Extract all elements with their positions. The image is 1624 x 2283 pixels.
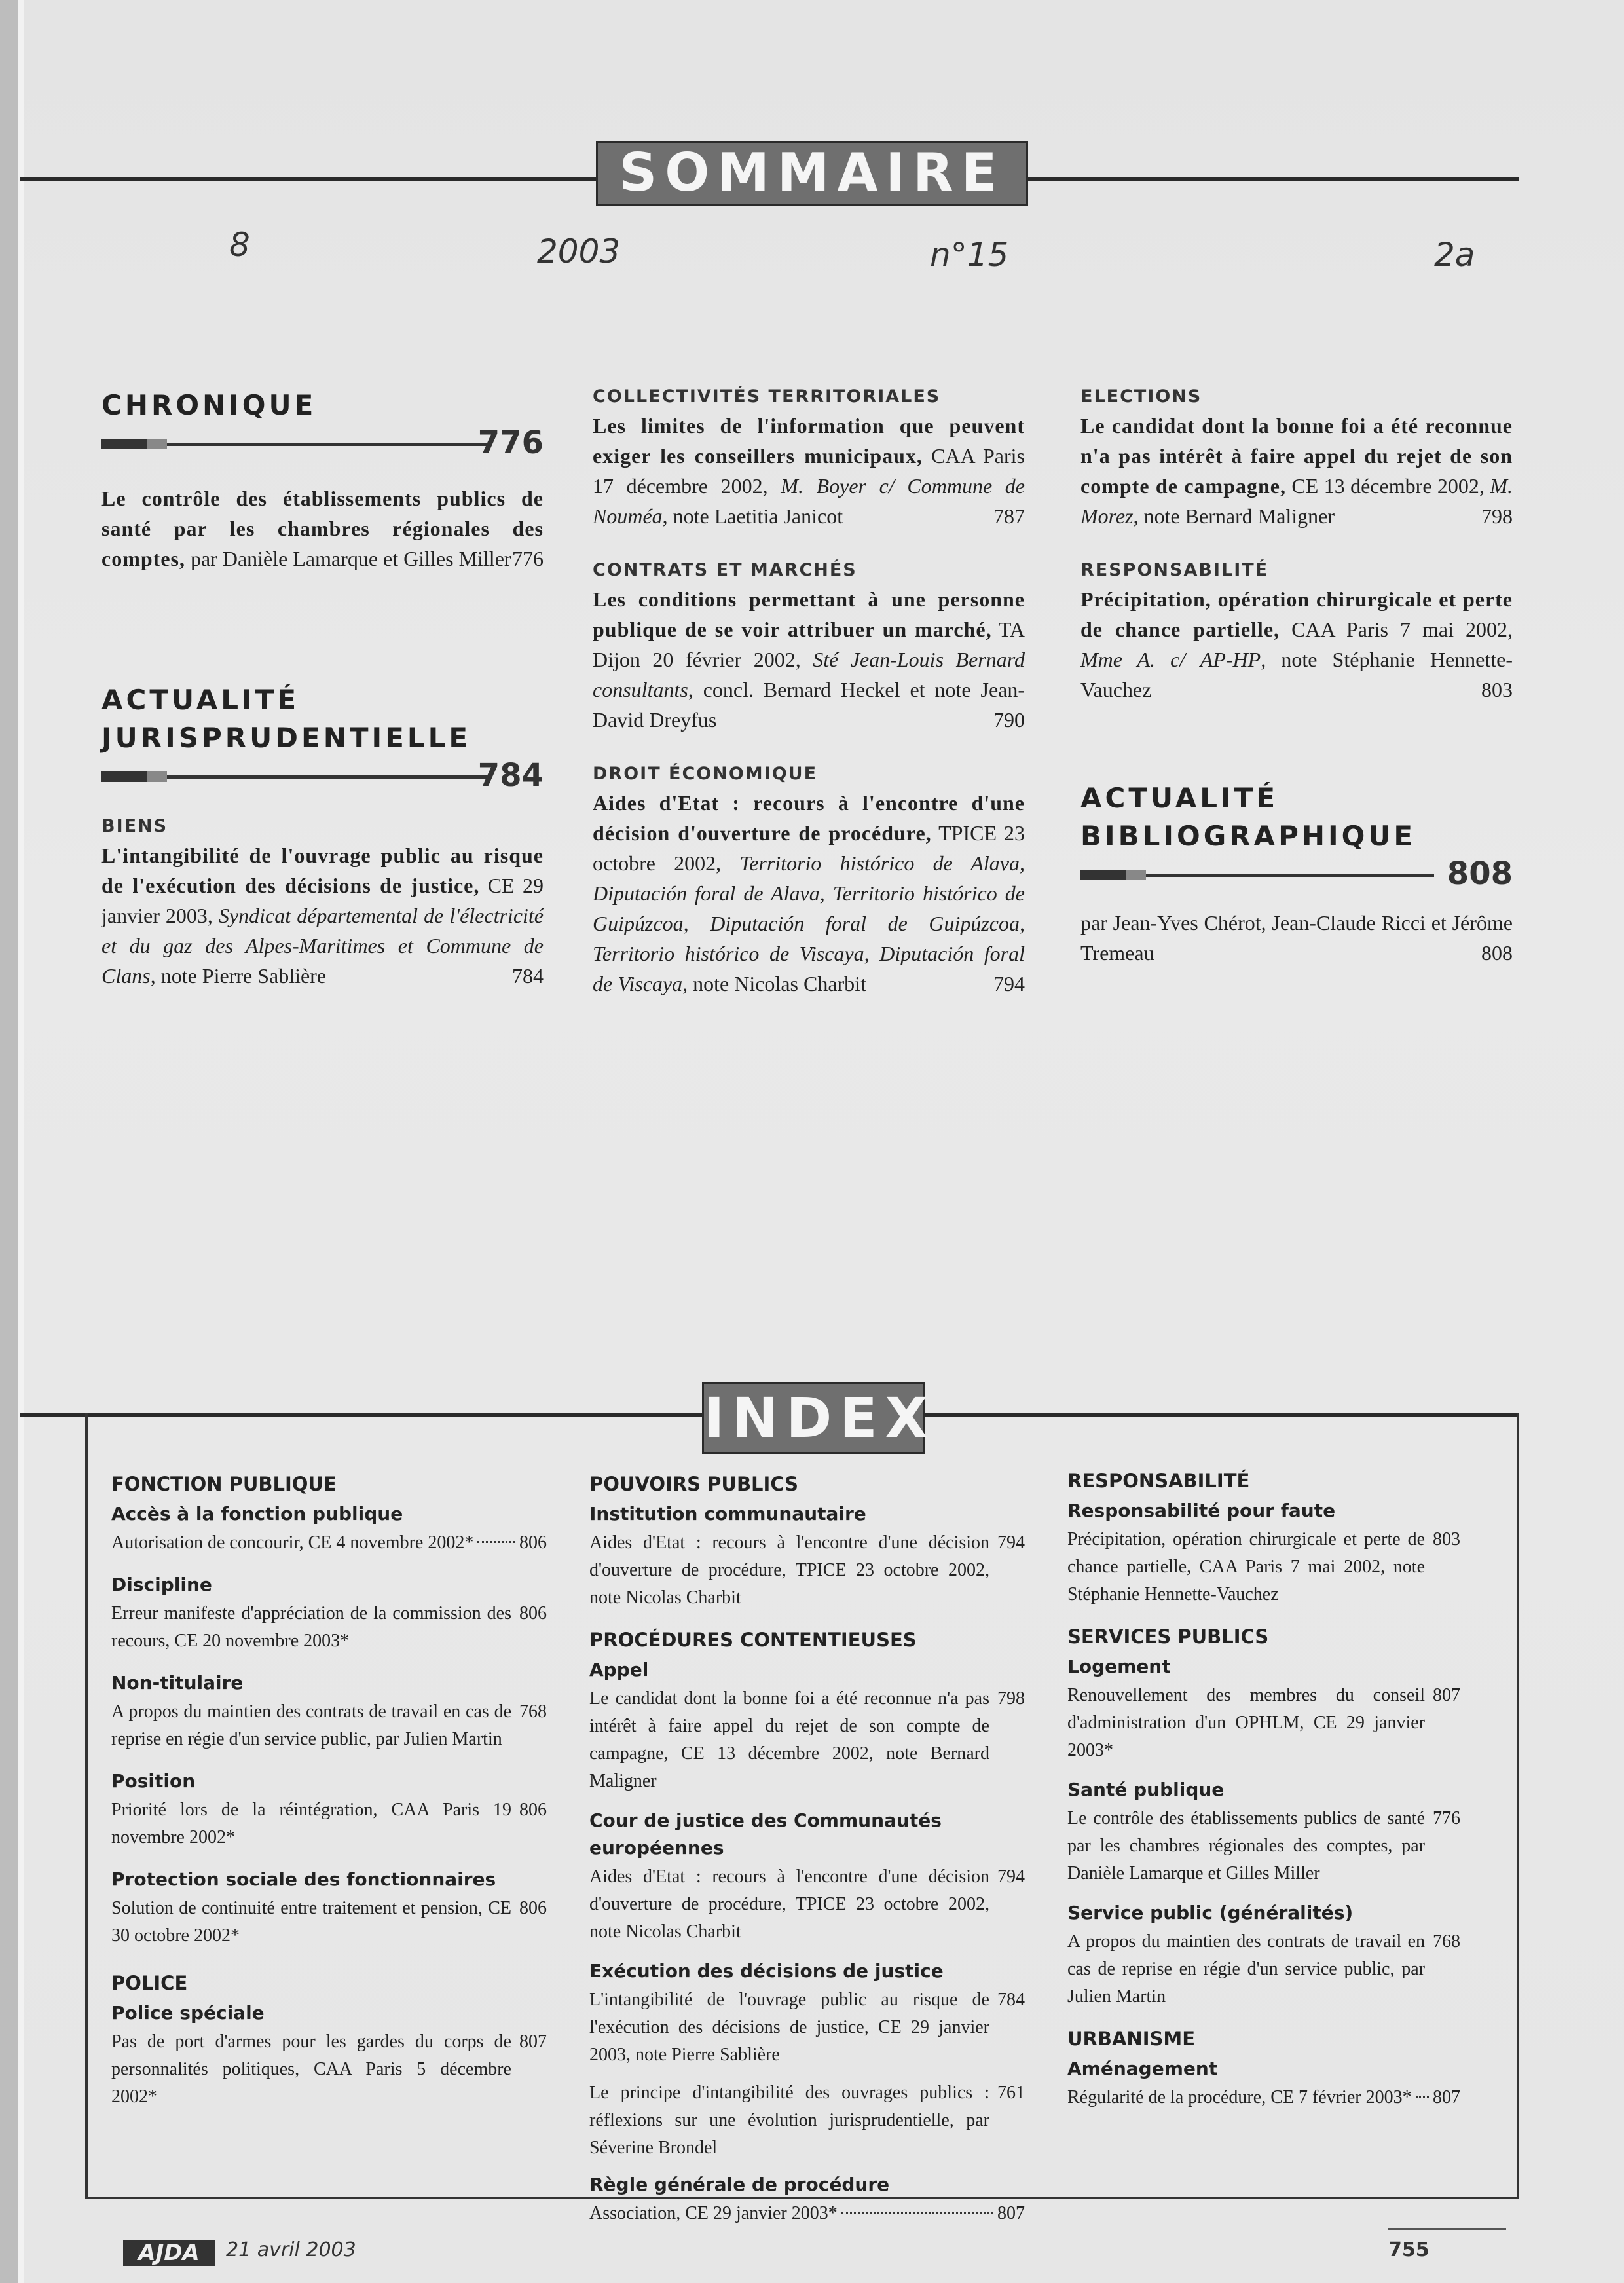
index-subheading: Aménagement xyxy=(1067,2058,1218,2079)
index-entry-page: 784 xyxy=(997,1990,1025,2010)
index-column-2 xyxy=(589,1470,1025,2230)
section-bar xyxy=(101,757,544,794)
toc-entry[interactable]: Le candidat dont la bonne foi a été reconnue n'a pas intérêt à faire appel du rejet de son compte de campagne, CE 13 décembre 2002, M. Morez, note Bernard Maligner 798 xyxy=(1080,411,1513,531)
index-entry[interactable]: Aides d'Etat : recours à l'encontre d'une décision d'ouverture de procédure, TPICE 23 octobre 2002, note Nicolas Charbit 794 xyxy=(589,1863,1025,1946)
index-entry-page: 761 xyxy=(997,2083,1025,2103)
sommaire-banner: SOMMAIRE xyxy=(596,141,1028,206)
index-entry-page: 806 xyxy=(519,1898,547,1918)
toc-entry-page: 790 xyxy=(993,708,1025,732)
index-entry[interactable]: Le candidat dont la bonne foi a été reconnue n'a pas intérêt à faire appel du rejet de son compte de campagne, CE 13 décembre 2002, note Bernard Maligner 798 xyxy=(589,1685,1025,1795)
toc-entry[interactable]: L'intangibilité de l'ouvrage public au risque de l'exécution des décisions de justice, CE 29 janvier 2003, Syndicat départemental de l'électricité et du gaz des Alpes-Maritimes et Commune de Clans, note Pierre Sablière 784 xyxy=(101,840,544,991)
index-entry[interactable]: Le principe d'intangibilité des ouvrages publics : réflexions sur une évolution jurisprudentielle, par Séverine Brondel 761 xyxy=(589,2079,1025,2162)
index-entry[interactable]: Aides d'Etat : recours à l'encontre d'une décision d'ouverture de procédure, TPICE 23 octobre 2002, note Nicolas Charbit 794 xyxy=(589,1529,1025,1612)
ajda-logo: AJDA xyxy=(123,2240,215,2266)
index-entry[interactable]: Priorité lors de la réintégration, CAA Paris 19 novembre 2002* 806 xyxy=(111,1796,547,1851)
index-entry-page: 798 xyxy=(997,1688,1025,1709)
toc-category: RESPONSABILITÉ xyxy=(1080,560,1269,580)
index-entry-page: 768 xyxy=(519,1701,547,1722)
index-subheading: Règle générale de procédure xyxy=(589,2174,890,2195)
index-heading: PROCÉDURES CONTENTIEUSES xyxy=(589,1629,917,1651)
index-subheading: Exécution des décisions de justice xyxy=(589,1960,944,1982)
index-entry[interactable]: Erreur manifeste d'appréciation de la commission des recours, CE 20 novembre 2003* 806 xyxy=(111,1600,547,1655)
index-subheading: Position xyxy=(111,1770,196,1792)
toc-entry[interactable]: par Jean-Yves Chérot, Jean-Claude Ricci et Jérôme Tremeau 808 xyxy=(1080,908,1513,968)
issue-date: 21 avril 2003 xyxy=(226,2238,356,2261)
index-subheading: Appel xyxy=(589,1659,649,1680)
index-entry-page: 807 xyxy=(1433,2087,1460,2107)
toc-entry-page: 776 xyxy=(512,547,544,570)
index-entry[interactable]: Autorisation de concourir, CE 4 novembre 2002* 806 xyxy=(111,1529,547,1557)
index-entry-page: 794 xyxy=(997,1866,1025,1887)
index-entry[interactable]: Solution de continuité entre traitement et pension, CE 30 octobre 2002* 806 xyxy=(111,1895,547,1950)
index-entry[interactable]: A propos du maintien des contrats de travail en cas de reprise en régie d'un service public, par Julien Martin 768 xyxy=(1067,1928,1460,2011)
index-entry-page: 807 xyxy=(997,2203,1025,2223)
handwritten-note: 2a xyxy=(1434,236,1475,274)
index-entry[interactable]: Le contrôle des établissements publics de santé par les chambres régionales des comptes, par Danièle Lamarque et Gilles Miller 776 xyxy=(1067,1805,1460,1887)
binding-edge xyxy=(0,0,18,2283)
sommaire-column-2 xyxy=(593,386,1025,1028)
handwritten-note: 8 xyxy=(229,226,250,264)
sommaire-column-1 xyxy=(101,386,544,1020)
toc-category: DROIT ÉCONOMIQUE xyxy=(593,764,818,784)
toc-entry-page: 787 xyxy=(993,504,1025,528)
index-subheading: Accès à la fonction publique xyxy=(111,1503,403,1525)
index-entry[interactable]: A propos du maintien des contrats de travail en cas de reprise en régie d'un service public, par Julien Martin 768 xyxy=(111,1698,547,1753)
index-subheading: Discipline xyxy=(111,1574,212,1595)
index-entry[interactable]: L'intangibilité de l'ouvrage public au risque de l'exécution des décisions de justice, CE 29 janvier 2003, note Pierre Sablière 784 xyxy=(589,1986,1025,2069)
toc-entry-page: 803 xyxy=(1481,678,1513,701)
index-entry[interactable]: Régularité de la procédure, CE 7 février 2003* 807 xyxy=(1067,2084,1460,2111)
toc-entry-page: 798 xyxy=(1481,504,1513,528)
index-entry[interactable]: Pas de port d'armes pour les gardes du corps de personnalités politiques, CAA Paris 5 décembre 2002* 807 xyxy=(111,2028,547,2111)
binding-highlight xyxy=(18,0,24,2283)
index-column-1 xyxy=(111,1470,547,2113)
toc-entry-page: 794 xyxy=(993,972,1025,995)
index-heading: RESPONSABILITÉ xyxy=(1067,1470,1250,1492)
section-title-actualite-juris: ACTUALITÉ JURISPRUDENTIELLE xyxy=(101,684,471,754)
index-entry[interactable]: Renouvellement des membres du conseil d'administration d'un OPHLM, CE 29 janvier 2003* 807 xyxy=(1067,1682,1460,1764)
section-title-actualite-biblio: ACTUALITÉ BIBLIOGRAPHIQUE xyxy=(1080,782,1416,852)
toc-category: ELECTIONS xyxy=(1080,386,1202,407)
index-subheading: Service public (généralités) xyxy=(1067,1902,1354,1923)
index-entry-page: 806 xyxy=(519,1532,547,1553)
section-page-number: 776 xyxy=(477,424,544,461)
index-entry-page: 768 xyxy=(1433,1931,1460,1952)
footer-rule xyxy=(1388,2228,1506,2230)
index-entry-page: 794 xyxy=(997,1532,1025,1553)
index-subheading: Institution communautaire xyxy=(589,1503,866,1525)
page-number: 755 xyxy=(1388,2238,1430,2261)
index-entry-page: 806 xyxy=(519,1603,547,1624)
index-heading: SERVICES PUBLICS xyxy=(1067,1625,1269,1648)
index-subheading: Logement xyxy=(1067,1656,1171,1677)
index-entry-page: 807 xyxy=(519,2032,547,2052)
toc-entry-page: 808 xyxy=(1481,941,1513,965)
toc-category: CONTRATS ET MARCHÉS xyxy=(593,560,857,580)
index-entry-page: 803 xyxy=(1433,1529,1460,1550)
toc-entry[interactable]: Les conditions permettant à une personne publique de se voir attribuer un marché, TA Dijon 20 février 2002, Sté Jean-Louis Bernard consultants, concl. Bernard Heckel et note Jean-David Dreyfus 790 xyxy=(593,584,1025,735)
index-subheading: Responsabilité pour faute xyxy=(1067,1500,1336,1521)
section-page-number: 808 xyxy=(1447,855,1513,892)
section-bar xyxy=(1080,855,1513,892)
sommaire-column-3 xyxy=(1080,386,1513,997)
index-entry[interactable]: Précipitation, opération chirurgicale et perte de chance partielle, CAA Paris 7 mai 2002, note Stéphanie Hennette-Vauchez 803 xyxy=(1067,1526,1460,1608)
index-heading: URBANISME xyxy=(1067,2028,1196,2050)
toc-entry[interactable]: Précipitation, opération chirurgicale et perte de chance partielle, CAA Paris 7 mai 2002, Mme A. c/ AP-HP, note Stéphanie Hennette-Vauchez 803 xyxy=(1080,584,1513,705)
index-column-3 xyxy=(1067,1467,1460,2114)
handwritten-note: 2003 xyxy=(537,232,621,270)
toc-category: BIENS xyxy=(101,816,168,836)
section-title-chronique: CHRONIQUE xyxy=(101,389,317,421)
toc-category: COLLECTIVITÉS TERRITORIALES xyxy=(593,386,941,407)
handwritten-note: n°15 xyxy=(930,236,1009,274)
index-heading: FONCTION PUBLIQUE xyxy=(111,1473,337,1495)
index-entry[interactable]: Association, CE 29 janvier 2003* 807 xyxy=(589,2200,1025,2227)
toc-entry[interactable]: Aides d'Etat : recours à l'encontre d'une décision d'ouverture de procédure, TPICE 23 octobre 2002, Territorio histórico de Alava, Diputación foral de Alava, Territorio histórico de Guipúzcoa, Diputación foral de Guipúzcoa, Territorio histórico de Viscaya, Diputación foral de Viscaya, note Nicolas Charbit 794 xyxy=(593,788,1025,999)
index-entry-page: 807 xyxy=(1433,1685,1460,1705)
index-entry-page: 806 xyxy=(519,1800,547,1820)
index-entry-page: 776 xyxy=(1433,1808,1460,1828)
index-heading: POUVOIRS PUBLICS xyxy=(589,1473,799,1495)
index-subheading: Police spéciale xyxy=(111,2002,265,2024)
section-page-number: 784 xyxy=(477,757,544,794)
index-subheading: Non-titulaire xyxy=(111,1672,244,1694)
toc-entry[interactable]: Les limites de l'information que peuvent exiger les conseillers municipaux, CAA Paris 17 décembre 2002, M. Boyer c/ Commune de Nouméa, note Laetitia Janicot 787 xyxy=(593,411,1025,531)
index-banner: INDEX xyxy=(702,1382,925,1454)
toc-entry[interactable]: Le contrôle des établissements publics de santé par les chambres régionales des comptes, par Danièle Lamarque et Gilles Miller 776 xyxy=(101,483,544,574)
index-subheading: Santé publique xyxy=(1067,1779,1225,1800)
section-bar xyxy=(101,424,544,461)
toc-entry-page: 784 xyxy=(512,964,544,988)
index-subheading: Cour de justice des Communautés européennes xyxy=(589,1810,942,1859)
index-heading: POLICE xyxy=(111,1972,188,1994)
index-subheading: Protection sociale des fonctionnaires xyxy=(111,1868,496,1890)
